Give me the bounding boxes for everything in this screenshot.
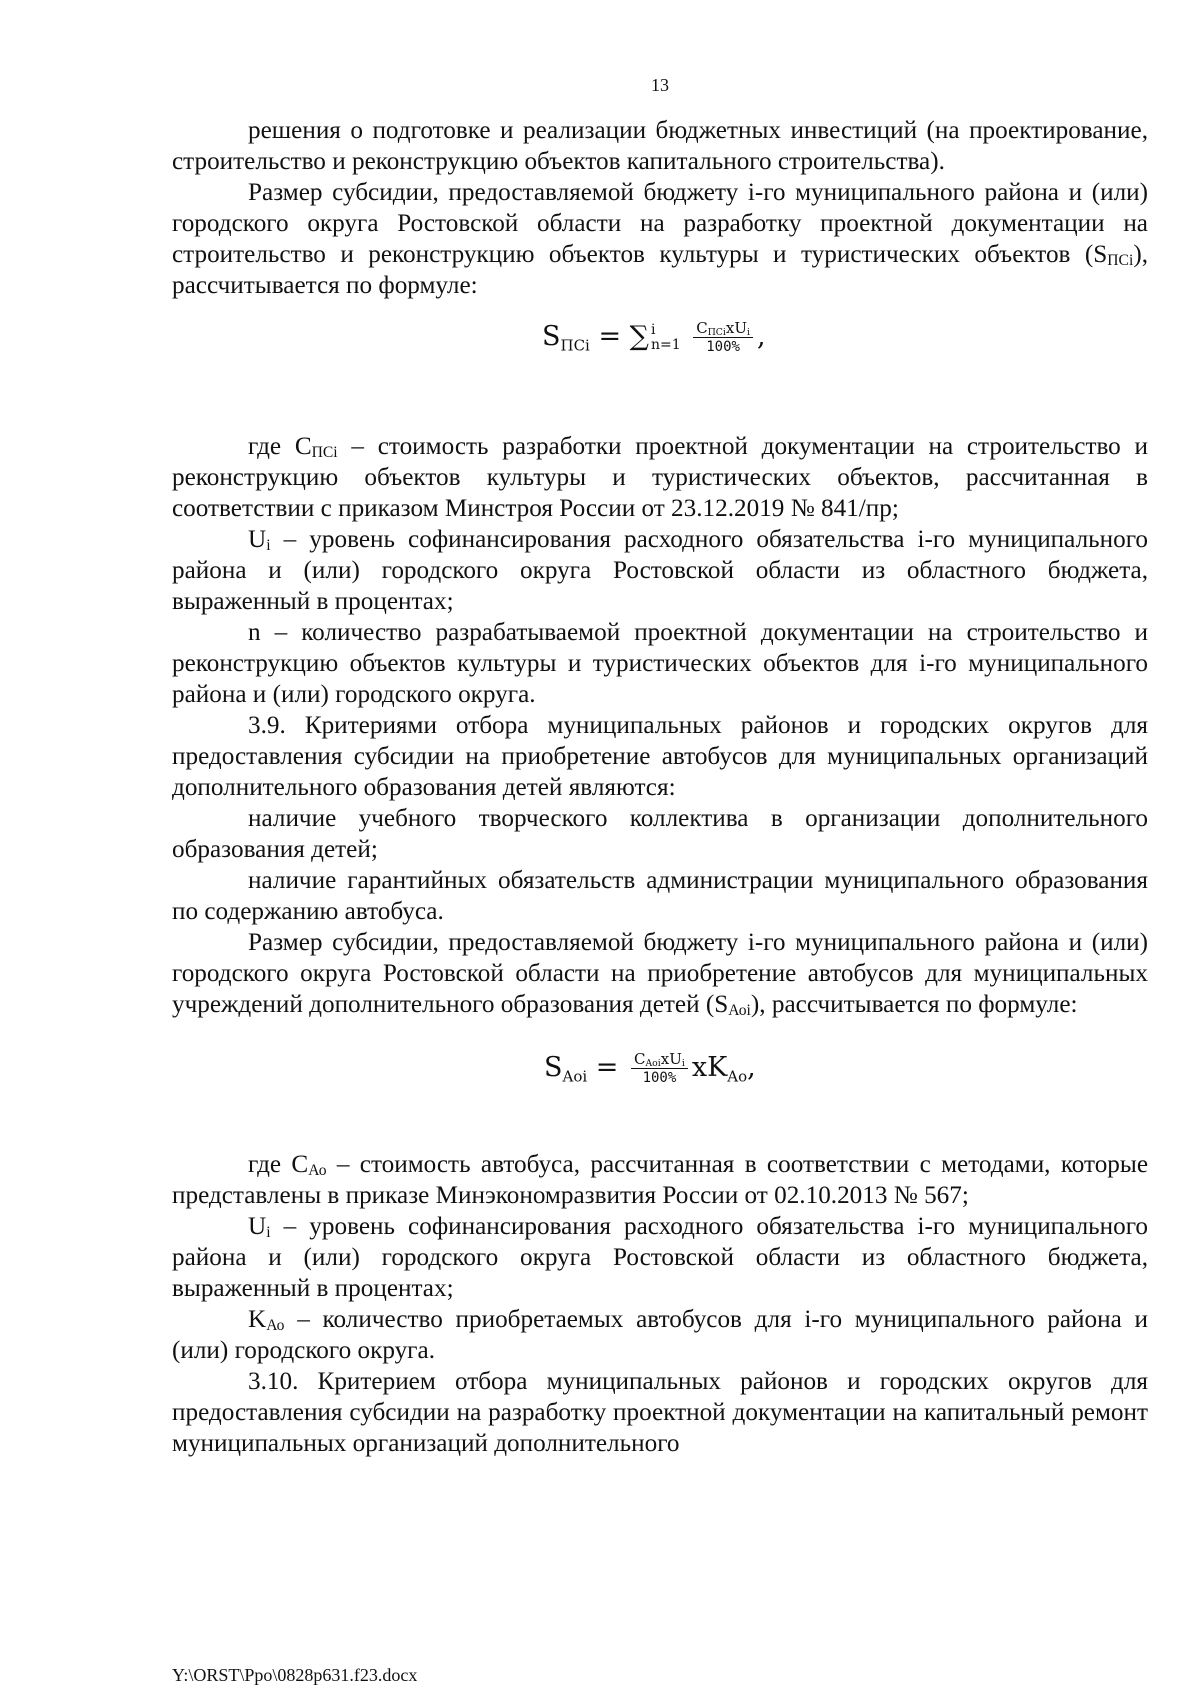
paragraph-continuation: решения о подготовке и реализации бюджетных инвестиций (на проектирование, строительство и реконструкцию объектов капитального строительства).	[172, 117, 1148, 175]
sum-sign: ∑	[629, 321, 649, 352]
definition-u-i-second: Ui – уровень софинансирования расходного обязательства i-го муниципального района и (или) городского округа Ростовской области из областного бюджета, выраженный в процентах;	[172, 1213, 1148, 1302]
section-3-10: 3.10. Критерием отбора муниципальных районов и городских округов для предоставления субсидии на разработку проектной документации на капитальный ремонт муниципальных организаций дополнительного	[172, 1368, 1148, 1457]
paragraph-subsidy-buses: Размер субсидии, предоставляемой бюджету i-го муниципального района и (или) городского округа Ростовской области на приобретение автобусов для муниципальных учреждений дополнительного образования детей (SАоi), рассчитывается по формуле:	[172, 929, 1148, 1020]
definition-n: n – количество разрабатываемой проектной документации на строительство и реконструкцию объектов культуры и туристических объектов для i-го муниципального района и (или) городского округа.	[172, 619, 1148, 708]
formula-bus-subsidy: SAoi = $\frac{\text{CAoixUi}}{100\%}$ xKAo,	[544, 1050, 756, 1086]
criterion-guarantees: наличие гарантийных обязательств администрации муниципального образования по содержанию автобуса.	[172, 867, 1148, 925]
definition-u-i: Ui – уровень софинансирования расходного обязательства i-го муниципального района и (или) городского округа Ростовской области из областного бюджета, выраженный в процентах;	[172, 526, 1148, 615]
footer-file-path: Y:\ORST\Ppo\0828p631.f23.docx	[172, 1665, 418, 1685]
paragraph-subsidy-design: Размер субсидии, предоставляемой бюджету i-го муниципального района и (или) городского округа Ростовской области на разработку проектной документации на строительство и реконструкцию объектов культуры и туристических объектов (SПСi), рассчитывается по формуле:	[172, 179, 1148, 299]
definition-c-ao: где CАо – стоимость автобуса, рассчитанная в соответствии с методами, которые представлены в приказе Минэкономразвития России от 02.10.2013 № 567;	[172, 1151, 1148, 1209]
page-number: 13	[651, 75, 669, 95]
formula-1-lhs: SПСi	[542, 321, 590, 355]
definition-k-ao: KАо – количество приобретаемых автобусов для i-го муниципального района и (или) городского округа.	[172, 1306, 1148, 1364]
definition-c-psi: где CПСi – стоимость разработки проектной документации на строительство и реконструкцию объектов культуры и туристических объектов, рассчитанная в соответствии с приказом Минстроя России от 23.12.2019 № 841/пр;	[172, 433, 1148, 522]
document-body	[172, 115, 1148, 1459]
formula-design-subsidy: SПСi = ∑ i n=1 $\frac{\text{CПСixUi}}{100\%}$ ,	[542, 319, 766, 355]
section-3-9: 3.9. Критериями отбора муниципальных районов и городских округов для предоставления субсидии на приобретение автобусов для муниципальных организаций дополнительного образования детей являются:	[172, 712, 1148, 801]
criterion-collective: наличие учебного творческого коллектива в организации дополнительного образования детей;	[172, 805, 1148, 863]
formula-2-lhs: SAoi	[544, 1052, 588, 1086]
formula-1-fraction: $\frac{\text{CПСixUi}}{100\%}$	[693, 319, 753, 356]
formula-2-fraction: $\frac{\text{CAoixUi}}{100\%}$	[631, 1050, 688, 1087]
